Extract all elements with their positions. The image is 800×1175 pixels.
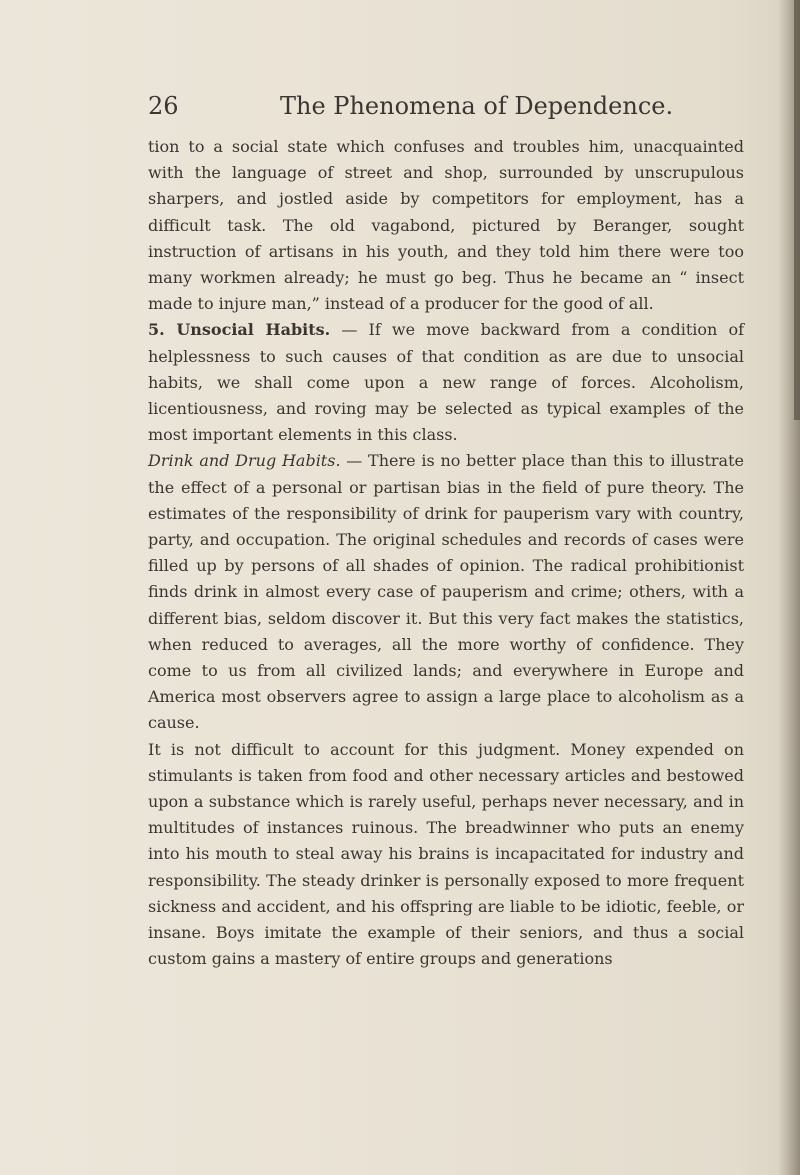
- page-number: 26: [148, 92, 179, 120]
- subsection-heading: Drink and Drug Habits.: [148, 451, 341, 471]
- binding-edge: [794, 0, 800, 420]
- paragraph-drink-habits: [148, 448, 744, 736]
- paragraph-text: — If we move backward from a condition of helplessness to such causes of that condition as are due to unsocial habits, we shall come upon a new range of forces. Alcoholism, licentiousness, and roving may be selected as typical examples of the most important elements in this class.: [148, 320, 745, 445]
- paragraph-text: — There is no better place than this to illustrate the effect of a personal or partisan bias in the field of pure theory. The estimates of the responsibility of drink for pauperism vary with country, party, and occupation. The original schedules and records of cases were filled up by persons of all shades of opinion. The radical prohibitionist finds drink in almost every case of pauperism and crime; others, with a different bias, seldom discover it. But this very fact makes the statistics, when reduced to averages, all the more worthy of confidence. They come to us from all civilized lands; and everywhere in Europe and America most observers agree to assign a large place to alcoholism as a cause.: [148, 451, 744, 733]
- running-title: The Phenomena of Dependence.: [280, 92, 674, 120]
- page-body: [148, 134, 744, 973]
- section-heading: 5. Unsocial Habits.: [148, 320, 331, 340]
- paragraph-continuation: tion to a social state which confuses and troubles him, unacquainted with the language of street and shop, surrounded by unscrupulous sharpers, and jostled aside by competitors for employment, has a difficult task. The old vagabond, pictured by Beranger, sought instruction of artisans in his youth, and they told him there were too many workmen already; he must go beg. Thus he became an “ insect made to injure man,” instead of a producer for the good of all.: [148, 137, 744, 314]
- paragraph-unsocial-habits: [148, 317, 744, 448]
- paragraph-judgment: It is not difficult to account for this judgment. Money expended on stimulants is taken from food and other necessary articles and bestowed upon a substance which is rarely useful, perhaps never necessary, and in multitudes of instances ruinous. The breadwinner who puts an enemy into his mouth to steal away his brains is incapacitated for industry and responsibility. The steady drinker is personally exposed to more frequent sickness and accident, and his offspring are liable to be idiotic, feeble, or insane. Boys imitate the example of their seniors, and thus a social custom gains a mastery of entire groups and generations: [148, 739, 744, 969]
- running-header: [148, 88, 708, 124]
